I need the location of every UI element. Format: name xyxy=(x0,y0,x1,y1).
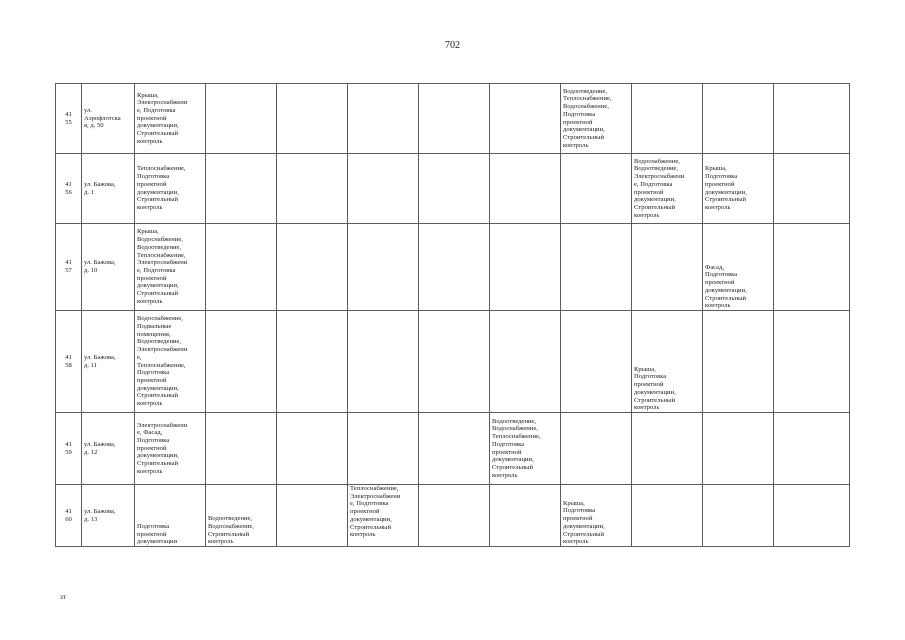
works-cell: Теплоснабжение, Подготовка проектной документации, Строительный контроль xyxy=(135,154,206,224)
works-cell xyxy=(348,311,419,413)
works-cell xyxy=(703,84,774,154)
works-cell xyxy=(774,485,850,547)
works-cell xyxy=(419,84,490,154)
works-cell xyxy=(419,311,490,413)
works-cell xyxy=(561,154,632,224)
works-cell xyxy=(490,154,561,224)
works-cell: Водоснабжение, Водоотведение, Электроснабжени е, Подготовка проектной документации, Строительный контроль xyxy=(632,154,703,224)
works-cell xyxy=(561,413,632,485)
table-row xyxy=(56,311,850,413)
works-cell xyxy=(206,84,277,154)
works-cell xyxy=(419,413,490,485)
works-cell xyxy=(419,154,490,224)
works-cell: Водоотведение, Водоснабжение, Строительный контроль xyxy=(206,485,277,547)
works-cell: Крыша, Подготовка проектной документации, Строительный контроль xyxy=(632,311,703,413)
works-cell: Фасад, Подготовка проектной документации, Строительный контроль xyxy=(703,224,774,311)
address-cell: ул. Бажова, д. 1 xyxy=(82,154,135,224)
works-cell xyxy=(774,84,850,154)
works-cell: Подготовка проектной документации xyxy=(135,485,206,547)
address-cell: ул. Бажова, д. 12 xyxy=(82,413,135,485)
works-cell: Теплоснабжение, Электроснабжени е, Подготовка проектной документации, Строительный контроль xyxy=(348,485,419,547)
works-cell xyxy=(561,224,632,311)
table-row xyxy=(56,224,850,311)
works-cell xyxy=(774,224,850,311)
works-cell xyxy=(490,311,561,413)
works-cell xyxy=(561,311,632,413)
works-cell xyxy=(490,224,561,311)
works-cell: Крыша, Электроснабжени е, Подготовка проектной документации, Строительный контроль xyxy=(135,84,206,154)
works-cell xyxy=(348,84,419,154)
works-cell xyxy=(348,154,419,224)
works-cell xyxy=(774,154,850,224)
address-cell: ул. Аэрофлотска я, д. 50 xyxy=(82,84,135,154)
works-cell xyxy=(490,84,561,154)
works-cell xyxy=(703,311,774,413)
works-cell xyxy=(206,154,277,224)
works-cell xyxy=(277,154,348,224)
works-cell xyxy=(632,413,703,485)
works-cell xyxy=(277,311,348,413)
row-number: 41 55 xyxy=(56,84,82,154)
repair-schedule-table xyxy=(55,83,850,547)
works-cell: Крыша, Водоснабжение, Водоотведение, Теплоснабжение, Электроснабжени е, Подготовка проектной документации, Строительный контроль xyxy=(135,224,206,311)
works-cell: Водоотведение, Теплоснабжение, Водоснабжение, Подготовка проектной документации, Строительный контроль xyxy=(561,84,632,154)
row-number: 41 58 xyxy=(56,311,82,413)
page-number: 702 xyxy=(445,40,460,51)
table-row xyxy=(56,413,850,485)
works-cell xyxy=(490,485,561,547)
table-row xyxy=(56,84,850,154)
table-row xyxy=(56,154,850,224)
works-cell xyxy=(348,224,419,311)
address-cell: ул. Бажова, д. 13 xyxy=(82,485,135,547)
works-cell xyxy=(419,485,490,547)
works-cell xyxy=(703,413,774,485)
works-cell xyxy=(277,413,348,485)
works-cell xyxy=(206,224,277,311)
works-cell xyxy=(206,413,277,485)
works-cell xyxy=(419,224,490,311)
works-cell: Водоснабжение, Подвальные помещения, Водоотведение, Электроснабжени е, Теплоснабжение, Подготовка проектной документации, Строительный контроль xyxy=(135,311,206,413)
works-cell xyxy=(277,224,348,311)
works-cell xyxy=(703,485,774,547)
works-cell: Крыша, Подготовка проектной документации, Строительный контроль xyxy=(561,485,632,547)
works-cell xyxy=(632,224,703,311)
table-row xyxy=(56,485,850,547)
address-cell: ул. Бажова, д. 11 xyxy=(82,311,135,413)
address-cell: ул. Бажова, д. 10 xyxy=(82,224,135,311)
works-cell xyxy=(632,84,703,154)
row-number: 41 59 xyxy=(56,413,82,485)
works-cell: Водоотведение, Водоснабжение, Теплоснабжение, Подготовка проектной документации, Строительный контроль xyxy=(490,413,561,485)
row-number: 41 60 xyxy=(56,485,82,547)
works-cell xyxy=(277,84,348,154)
works-cell: Крыша, Подготовка проектной документации, Строительный контроль xyxy=(703,154,774,224)
works-cell xyxy=(277,485,348,547)
works-cell xyxy=(774,311,850,413)
works-cell: Электроснабжени е, Фасад, Подготовка проектной документации, Строительный контроль xyxy=(135,413,206,485)
row-number: 41 57 xyxy=(56,224,82,311)
works-cell xyxy=(206,311,277,413)
row-number: 41 56 xyxy=(56,154,82,224)
works-cell xyxy=(348,413,419,485)
footer-mark: зт xyxy=(60,593,66,601)
works-cell xyxy=(632,485,703,547)
works-cell xyxy=(774,413,850,485)
